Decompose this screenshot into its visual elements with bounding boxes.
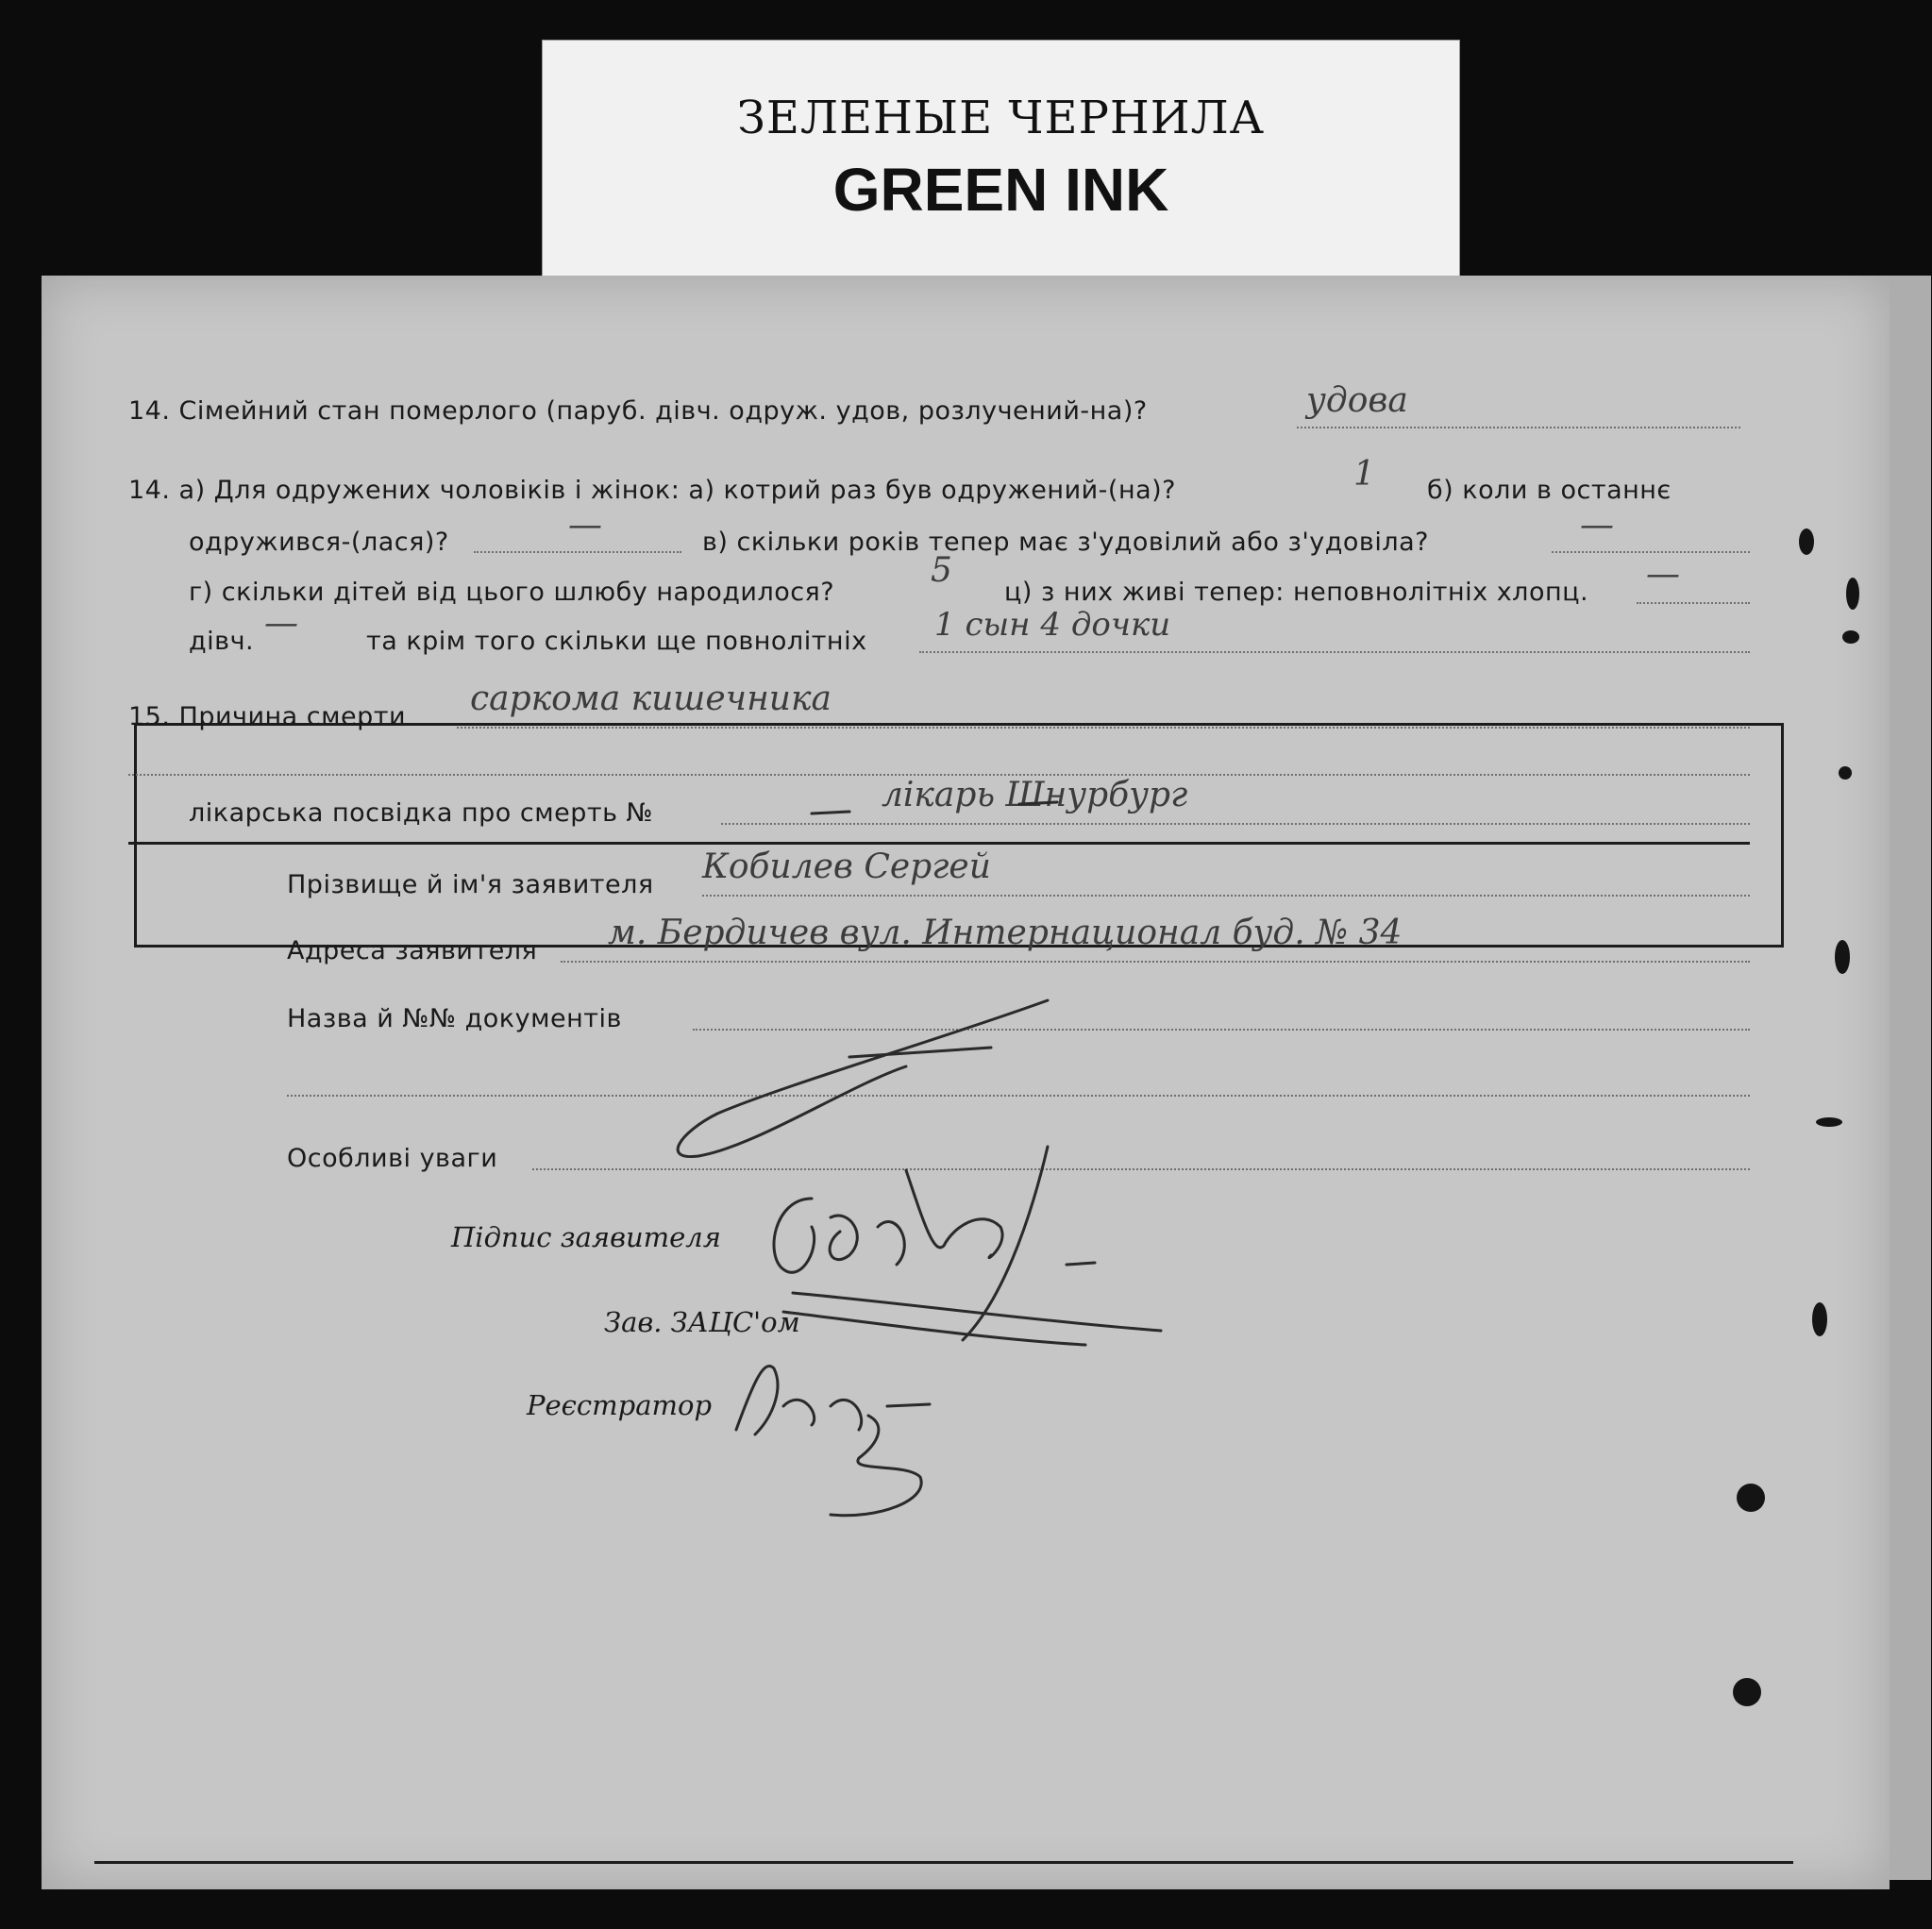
q14a-line2-b: в) скільки років тепер має з'удовілий або з'удовіла? (702, 528, 1429, 557)
certificate-value: лікарь Шнурбург (882, 776, 1188, 814)
q14a-line1-b: б) коли в останнє (1427, 476, 1672, 505)
q14a-line1-value: 1 (1353, 455, 1375, 494)
applicant-signature-stroke (774, 1170, 1002, 1272)
applicant-name-value: Кобилев Сергей (702, 847, 991, 886)
q14a-line1-a: 14. а) Для одружених чоловіків і жінок: а) котрий раз був одружений-(на)? (128, 476, 1177, 505)
label-english: GREEN INK (832, 156, 1169, 224)
q14a-line3-a: г) скільки дітей від цього шлюбу народилося? (189, 578, 835, 607)
q14a-line2-a-value: — (568, 506, 602, 545)
q15-label: 15. Причина смерти (128, 702, 407, 731)
signature-applicant-label: Підпис заявителя (451, 1221, 721, 1253)
q14a-line4-a: дівч. (189, 627, 255, 656)
q14a-line3-b-value: — (1646, 555, 1680, 594)
q14a-line2-a: одружився-(лася)? (189, 528, 449, 557)
q14a-line2-b-value: — (1580, 506, 1614, 545)
certificate-label: лікарська посвідка про смерть № (189, 798, 654, 828)
q14a-line3-a-value: 5 (931, 551, 952, 590)
q14a-line3-b: ц) з них живі тепер: неповнолітніх хлопц. (1004, 578, 1589, 607)
documents-dash-stroke (678, 1000, 1048, 1157)
q14-value: удова (1306, 381, 1408, 420)
q14-label: 14. Сімейний стан померлого (паруб. дівч. одруж. удов, розлучений-на)? (128, 396, 1148, 426)
head-label: Зав. ЗАЦС'ом (604, 1306, 800, 1338)
applicant-address-label: Адреса заявителя (287, 936, 538, 965)
label-russian: ЗЕЛЕНЫЕ ЧЕРНИЛА (737, 92, 1265, 144)
applicant-address-value: м. Бердичев вул. Интернационал буд. № 34 (608, 914, 1403, 952)
registrar-signature-stroke (736, 1367, 930, 1516)
registrar-label: Реєстратор (527, 1389, 713, 1421)
notes-label: Особливі уваги (287, 1144, 498, 1173)
q14a-line4-b: та крім того скільки ще повнолітніх (366, 627, 867, 656)
q14a-line4-a-value: — (264, 604, 298, 643)
q15-value: саркома кишечника (470, 679, 832, 718)
q14a-line4-b-value: 1 сын 4 дочки (934, 606, 1171, 644)
applicant-name-label: Прізвище й ім'я заявителя (287, 870, 654, 899)
documents-label: Назва й №№ документів (287, 1004, 622, 1033)
